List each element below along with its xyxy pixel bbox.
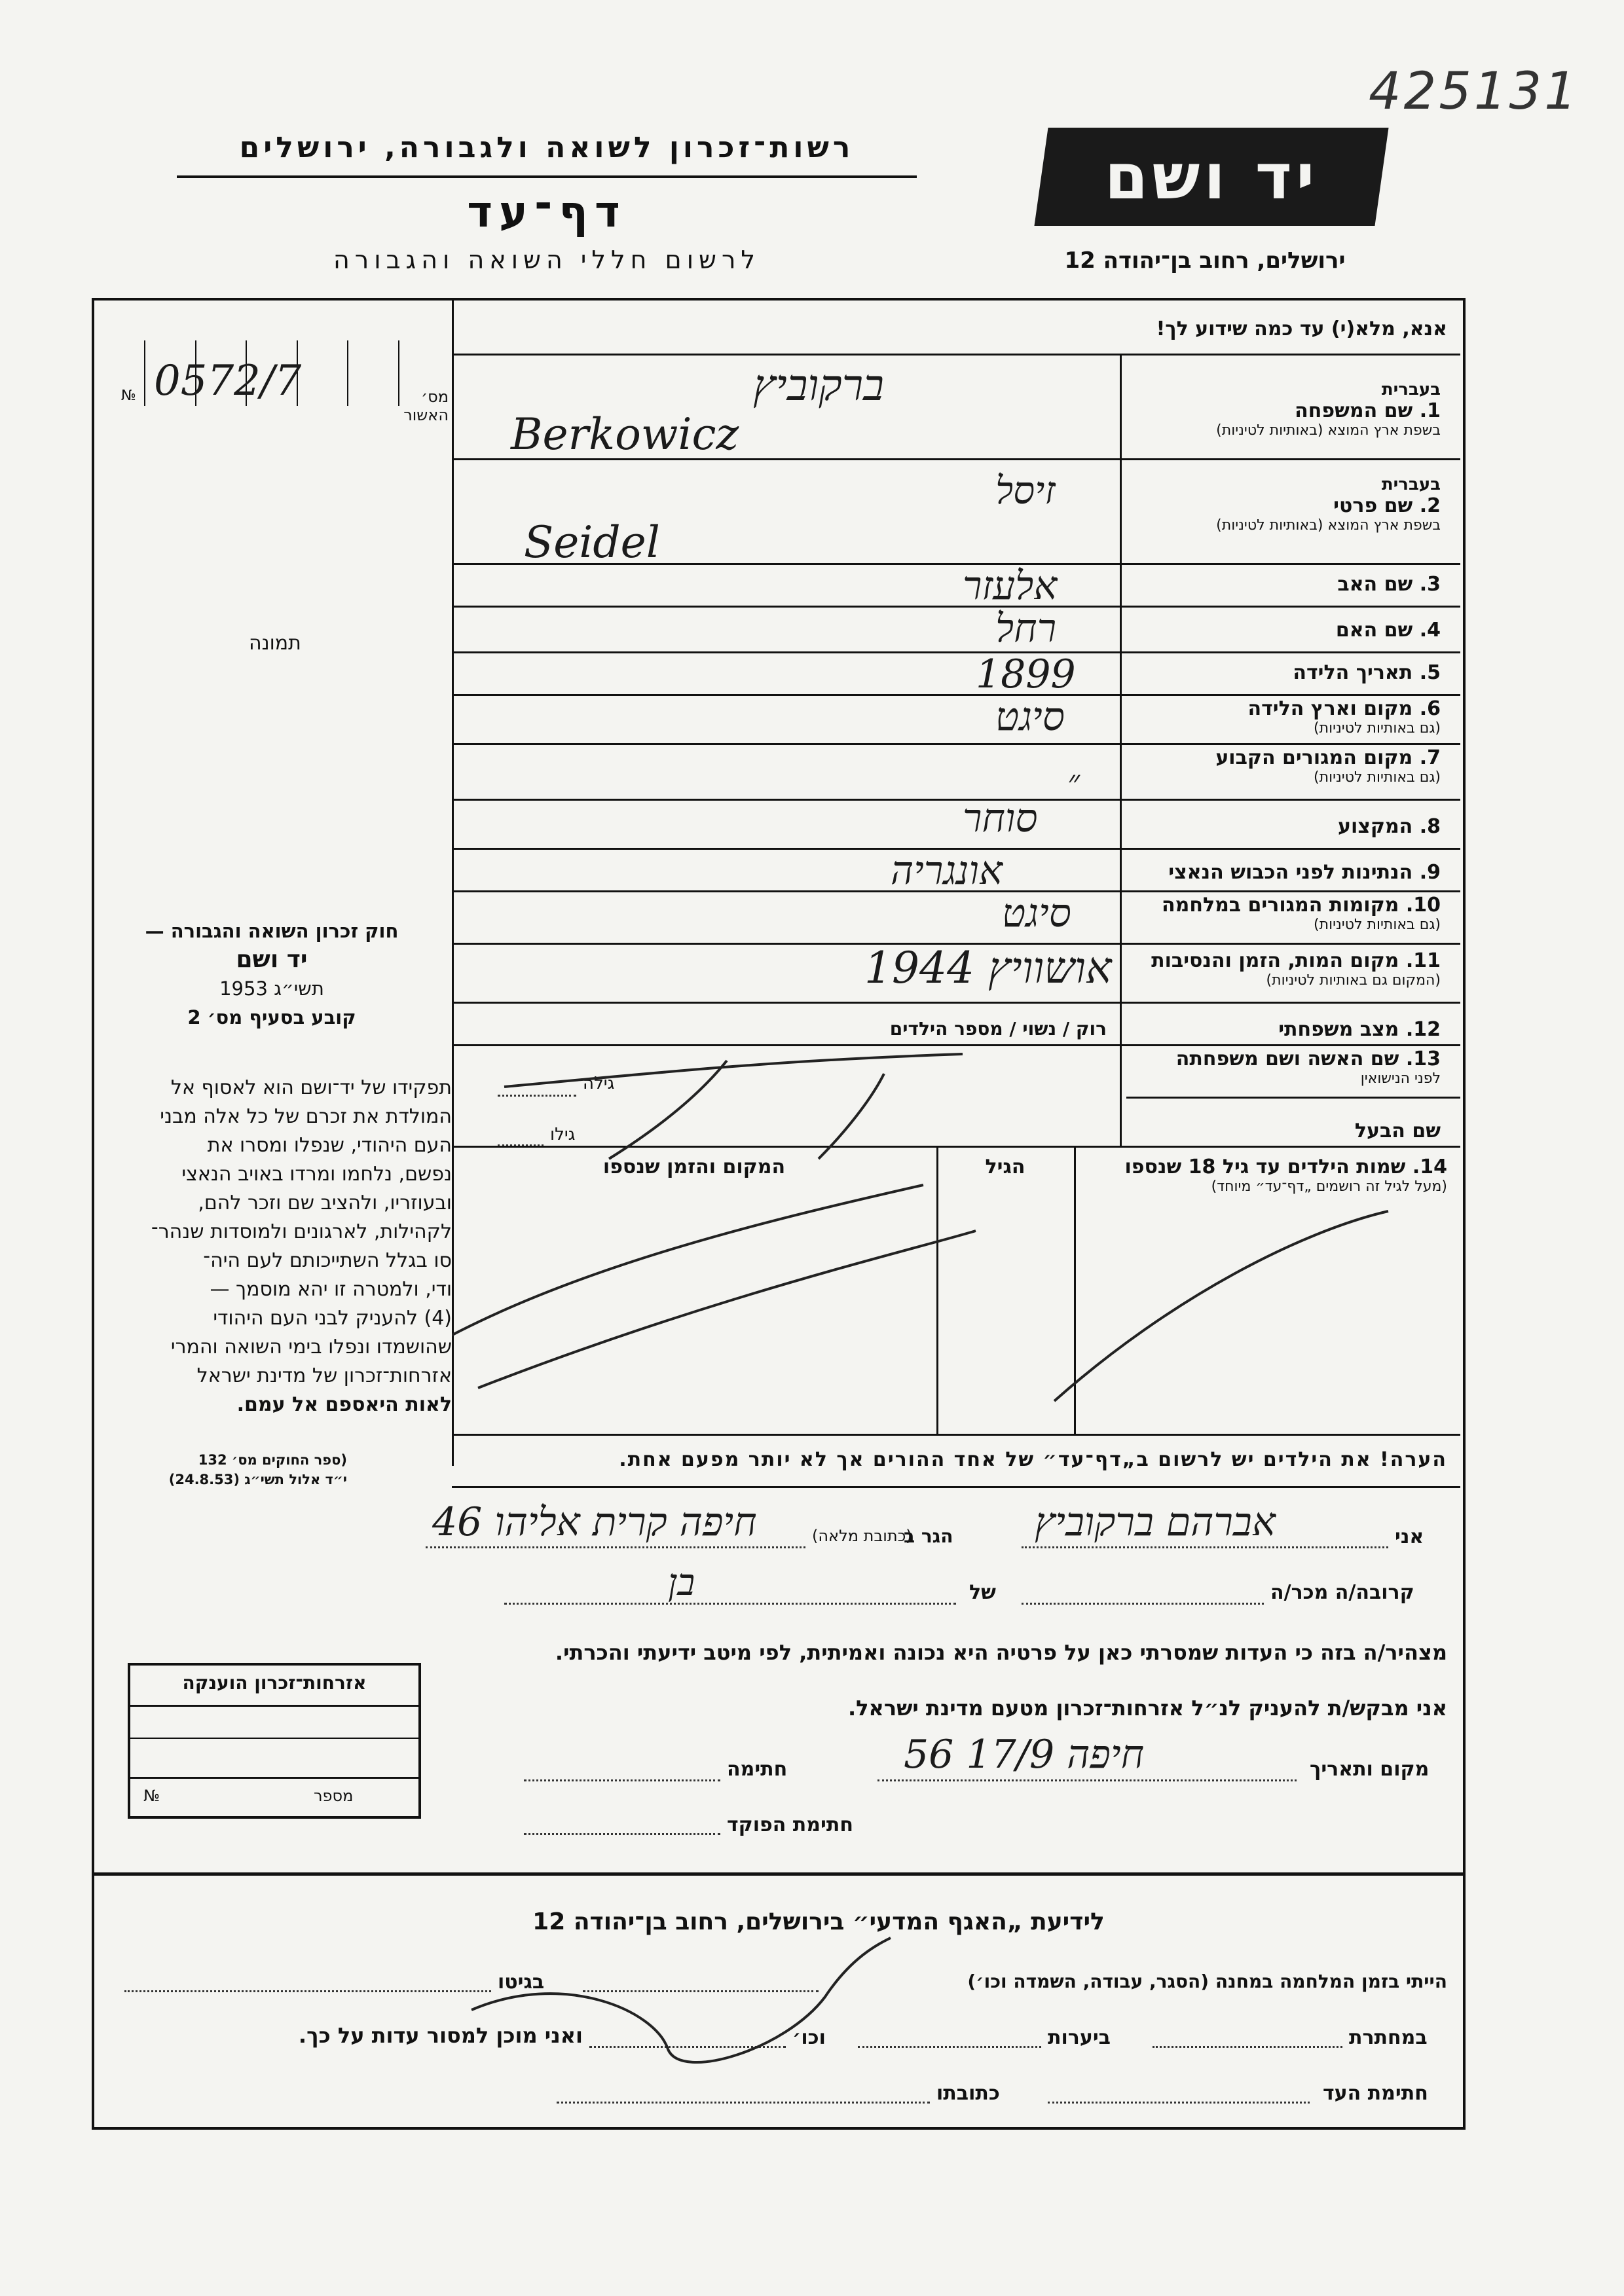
firstname-label: שם פרטי — [1333, 494, 1413, 517]
strike-line — [478, 1231, 976, 1388]
law-body-line: העם היהודי, שנפלו ומסרו את — [207, 1134, 452, 1157]
declaration-statement: מצהיר/ה בזה כי העדות שמסרתי כאן על פרטיה היא נכונה ואמיתית, לפי מיטב ידיעתי והכרתי. — [555, 1640, 1447, 1665]
dotted-line — [1153, 2046, 1342, 2048]
wartime-residence-note: (גם באותיות לטיניות) — [1314, 917, 1441, 933]
rule — [452, 651, 1460, 653]
citizenship-box — [128, 1663, 421, 1819]
marital-label-text: מצב משפחתי — [1278, 1018, 1399, 1041]
dotted-line — [504, 1603, 956, 1605]
field-num: 10. — [1405, 894, 1441, 917]
wartime-residence-label-text: מקומות המגורים במלחמה — [1162, 894, 1399, 917]
rule — [452, 606, 1460, 608]
no-symbol: № — [121, 388, 136, 404]
official-signature-label: חתימת הפוקד — [727, 1813, 853, 1836]
occupation-value[interactable]: סוחר — [963, 795, 1038, 841]
witness-signature-label: חתימת העד — [1323, 2082, 1428, 2105]
forests-label: ביערות — [1048, 2026, 1111, 2049]
field-num: 4. — [1419, 619, 1441, 642]
etc-label: וכו׳ — [792, 2026, 826, 2049]
relative-label: קרובה/ה מכר/ה — [1270, 1581, 1414, 1604]
occupation-label-text: המקצוע — [1337, 815, 1413, 838]
field-num: 5. — [1419, 661, 1441, 684]
field-num: 2. — [1419, 494, 1441, 517]
header-rule — [177, 175, 917, 178]
photo-label: תמונה — [249, 632, 301, 655]
rule — [452, 1002, 1460, 1004]
law-body-line: אזרחות־זכרון של מדינת ישראל — [196, 1364, 452, 1387]
witness-address-label: כתובתו — [936, 2082, 1000, 2105]
field-num: 13. — [1405, 1048, 1441, 1070]
mother-label — [1126, 619, 1441, 642]
rule — [452, 458, 1460, 460]
death-note: (המקום גם באותיות לטיניות) — [1266, 972, 1441, 989]
citizenship-number-label: מספר — [314, 1787, 354, 1805]
rule — [452, 354, 1460, 355]
rule — [452, 1434, 1460, 1436]
law-line2: יד ושם — [236, 946, 308, 973]
nationality-label — [1126, 861, 1441, 884]
org-name: רשות־זכרון לשואה ולגבורה, ירושלים — [239, 131, 855, 164]
nationality-label-text: הנתינות לפני הכבוש הנאצי — [1168, 861, 1413, 884]
children-note: (מעל לגיל זה רושמים „דף־עד״ מיוחד) — [1211, 1178, 1447, 1195]
pen-strokes — [452, 1034, 1460, 1453]
strike-line — [819, 1074, 884, 1159]
law-body-line: לקהילות, לארגונים ולמוסדות שנהר־ — [151, 1220, 452, 1243]
underground-label: במחתרת — [1349, 2026, 1428, 2049]
death-label-text: מקום המות, הזמן והנסיבות — [1151, 949, 1399, 972]
law-line1: חוק זכרון השואה והגבורה — — [145, 920, 399, 942]
yad-vashem-logo — [1034, 128, 1388, 226]
rule — [452, 890, 1460, 892]
father-label-text: שם האב — [1337, 573, 1413, 596]
residence-value[interactable]: ״ — [1067, 763, 1080, 801]
form-title: דף־עד — [467, 187, 627, 237]
resides-label: הגר ב — [904, 1525, 953, 1547]
birthplace-label — [1126, 697, 1441, 737]
dotted-line — [1022, 1603, 1264, 1605]
confirm-row — [95, 340, 449, 424]
rule — [452, 694, 1460, 696]
dotted-line — [124, 1990, 491, 1992]
dotted-line — [426, 1546, 805, 1548]
mother-value[interactable]: רחל — [995, 606, 1057, 651]
ghetto-label: בגיטו — [498, 1971, 545, 1994]
label-divider — [1120, 354, 1122, 1146]
firstname-he-value[interactable]: זיסל — [995, 468, 1056, 513]
citizenship-no: № — [143, 1787, 160, 1805]
dotted-line — [1048, 2102, 1310, 2104]
dotted-line — [1022, 1546, 1388, 1548]
birthdate-label — [1126, 661, 1441, 684]
rule — [452, 799, 1460, 801]
birthdate-label-text: תאריך הלידה — [1293, 661, 1413, 684]
dotted-line — [877, 1779, 1297, 1781]
citizenship-title: אזרחות־זכרון הוענקה — [182, 1672, 367, 1694]
archive-number: 425131 — [1369, 62, 1579, 121]
children-age-header: הגיל — [985, 1156, 1025, 1178]
strike-line — [1054, 1211, 1388, 1401]
field-num: 12. — [1405, 1018, 1441, 1041]
children-place-header: המקום והזמן שנספו — [602, 1156, 786, 1178]
in-hebrew-label: בעברית — [1381, 475, 1441, 494]
bottom-title: לידיעת „האגף המדעי״ בירושלים, רחוב בן־יהודה 12 — [532, 1908, 1105, 1935]
firstname-note: בשפת ארץ המוצא (באותיות לטיניות) — [1216, 517, 1441, 534]
declarant-value[interactable]: אברהם ברקוביץ — [1035, 1499, 1276, 1545]
law-body-line: לאות היאספם אל עמם. — [236, 1393, 452, 1416]
children-label-text: שמות הילדים עד גיל 18 שנספו — [1124, 1156, 1406, 1178]
field-num: 7. — [1419, 746, 1441, 769]
nationality-value[interactable]: אונגריה — [891, 848, 1003, 894]
field-surname — [1126, 380, 1441, 439]
law-body-line: שהושמדו ונפלו בימי השואה והמרי — [170, 1336, 452, 1358]
birthplace-note: (גם באותיות לטיניות) — [1314, 720, 1441, 737]
declaration-request: אני מבקש/ת להעניק לנ״ל אזרחות־זכרון מטעם מדינת ישראל. — [848, 1696, 1447, 1721]
remark: הערה! את הילדים יש לרשום ב„דף־עד״ של אחד ההורים אך לא יותר מפעם אחת. — [619, 1448, 1447, 1471]
birthplace-label-text: מקום וארץ הלידה — [1247, 697, 1413, 720]
surname-note: בשפת ארץ המוצא (באותיות לטיניות) — [1216, 422, 1441, 439]
law-ref2: י״ד אלול תשי״ג (24.8.53) — [168, 1472, 347, 1487]
dotted-line — [524, 1779, 720, 1781]
law-reference — [98, 1450, 347, 1489]
wife-label-text: שם האשה ושם משפחתה — [1175, 1048, 1399, 1070]
camp-line: הייתי בזמן המלחמה במחנה (הסגר, עבודה, השמדה וכו׳) — [967, 1971, 1447, 1992]
signature-label: חתימה — [727, 1758, 788, 1781]
field-firstname — [1126, 475, 1441, 534]
of-label: של — [969, 1581, 996, 1604]
residence-note: (גם באותיות לטיניות) — [1314, 769, 1441, 786]
strike-line — [471, 1938, 891, 2062]
ready-testify: ואני מוכן למסור עדות על כך. — [298, 2023, 583, 2048]
residence-label — [1126, 746, 1441, 786]
wartime-residence-value[interactable]: סיגט — [1002, 890, 1071, 936]
rule — [452, 1486, 1460, 1488]
occupation-label — [1126, 815, 1441, 838]
death-value[interactable]: אושוויץ 1944 — [864, 943, 1112, 993]
law-body-line: (4) להעניק לבני העם היהודי — [213, 1307, 452, 1330]
field-num: 3. — [1419, 573, 1441, 596]
field-num: 1. — [1419, 399, 1441, 422]
father-value[interactable]: אלעזר — [963, 563, 1058, 609]
confirm-number: 0572/7 — [154, 357, 302, 405]
relation-value[interactable]: בן — [668, 1561, 695, 1604]
address: ירושלים, רחוב בן־יהודה 12 — [1064, 247, 1346, 274]
field-num: 9. — [1419, 861, 1441, 884]
husband-age-label: גילו — [550, 1125, 576, 1144]
address-value[interactable]: חיפה קרית אליהו 46 — [432, 1499, 757, 1545]
full-address-label: (כתובת מלאה) — [812, 1527, 912, 1545]
birthdate-value[interactable]: 1899 — [976, 651, 1076, 697]
father-label — [1126, 573, 1441, 596]
rule — [92, 1872, 1463, 1876]
law-body-line: סו בגלל השתייכותם לעם היה־ — [203, 1249, 452, 1272]
form-intro: אנא, מלא(י) עד כמה שידוע לך! — [1156, 318, 1447, 340]
wife-age-label: גילה — [583, 1074, 615, 1093]
mother-label-text: שם האם — [1335, 619, 1413, 642]
law-body — [98, 1074, 452, 1419]
field-num: 14. — [1412, 1156, 1447, 1178]
form-subtitle: לרשום חללי השואה והגבורה — [333, 246, 761, 274]
dotted-line — [524, 1833, 720, 1835]
surname-label: שם המשפחה — [1295, 399, 1413, 422]
rule — [452, 743, 1460, 745]
birthplace-value[interactable]: סיגט — [995, 694, 1065, 740]
law-text — [98, 917, 445, 1032]
logo-text: יד ושם — [1104, 140, 1319, 213]
law-body-line: תפקידו של יד־ושם הוא לאסוף אל — [170, 1076, 452, 1099]
law-body-line: ודי, ולמטרה זו יהא מוסמך — — [210, 1278, 452, 1301]
in-hebrew-label: בעברית — [1381, 380, 1441, 399]
marital-options: רוק / נשוי / מספר הילדים — [889, 1018, 1107, 1040]
place-date-value[interactable]: חיפה 17/9 56 — [904, 1732, 1145, 1777]
field-num: 8. — [1419, 815, 1441, 838]
law-line3: תשי״ג 1953 — [219, 977, 324, 1000]
law-body-line: המולדת את זכרם של כל אלה מבני — [160, 1105, 452, 1128]
law-line4: קובע בסעיף מס׳ 2 — [187, 1006, 356, 1029]
place-date-label: מקום ותאריך — [1310, 1758, 1430, 1781]
strike-line — [504, 1054, 963, 1087]
field-num: 11. — [1405, 949, 1441, 972]
surname-he-value[interactable]: ברקוביץ — [753, 360, 884, 410]
law-body-line: ובעוזריו, ולהציב שם וזכר להם, — [198, 1192, 452, 1214]
residence-label-text: מקום המגורים הקבוע — [1215, 746, 1413, 769]
wife-note: לפני הנישואין — [1360, 1070, 1441, 1087]
rule — [452, 563, 1460, 565]
wartime-residence-label — [1126, 894, 1441, 933]
law-body-line: נפשם, נלחמו ומרדו באויב הנאצי — [181, 1163, 452, 1186]
husband-label: שם הבעל — [1354, 1120, 1441, 1142]
surname-latin-value[interactable]: Berkowicz — [511, 409, 739, 460]
bottom-pen-stroke — [458, 1918, 917, 2115]
law-ref1: (ספר החוקים מס׳ 132 — [198, 1452, 347, 1468]
declarant-label: אני — [1395, 1525, 1424, 1548]
field-num: 6. — [1419, 697, 1441, 720]
death-label — [1126, 949, 1441, 989]
confirm-label: מס׳ האשור — [403, 388, 449, 424]
firstname-latin-value[interactable]: Seidel — [524, 517, 660, 568]
